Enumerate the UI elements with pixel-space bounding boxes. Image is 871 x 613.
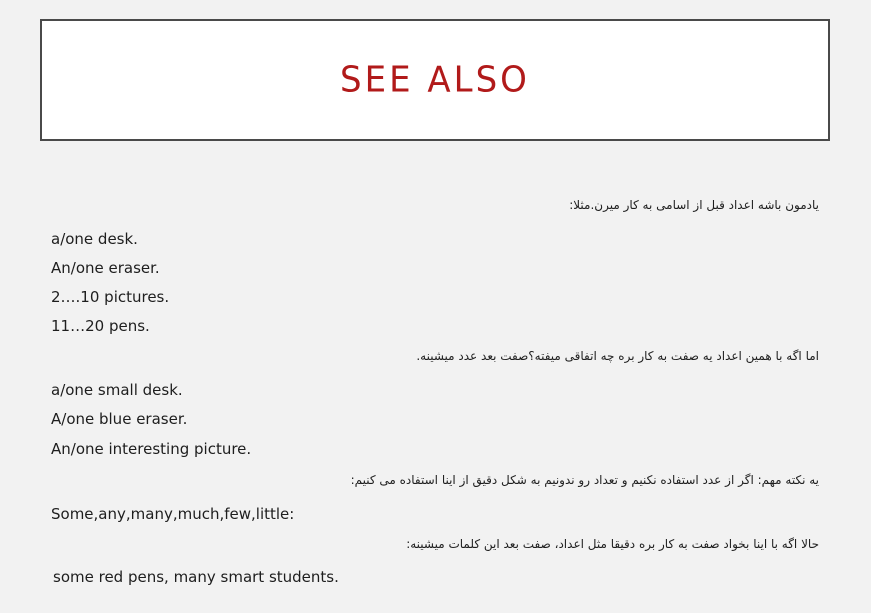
example-line: 2….10 pictures. bbox=[51, 288, 170, 306]
example-line: Some,any,many,much,few,little: bbox=[51, 505, 295, 523]
persian-note-line: یه نکته مهم: اگر از عدد استفاده نکنیم و تعداد رو ندونیم به شکل دقیق از اینا استفاده می کنیم: bbox=[350, 473, 819, 487]
slide-title: SEE ALSO bbox=[340, 59, 530, 101]
example-line: 11…20 pens. bbox=[51, 317, 150, 335]
persian-note-line: یادمون باشه اعداد قبل از اسامی به کار میرن.مثلا: bbox=[569, 198, 819, 212]
title-box bbox=[40, 19, 830, 141]
example-line: An/one interesting picture. bbox=[51, 440, 252, 458]
example-line: a/one desk. bbox=[51, 230, 138, 248]
example-line: A/one blue eraser. bbox=[51, 410, 188, 428]
persian-note-line: حالا اگه با اینا بخواد صفت به کار بره دقیقا مثل اعداد، صفت بعد این کلمات میشینه: bbox=[406, 537, 819, 551]
example-line: a/one small desk. bbox=[51, 381, 183, 399]
example-line: some red pens, many smart students. bbox=[53, 568, 339, 586]
persian-note-line: اما اگه با همین اعداد یه صفت به کار بره چه اتفاقی میفته؟صفت بعد عدد میشینه. bbox=[416, 349, 819, 363]
example-line: An/one eraser. bbox=[51, 259, 160, 277]
